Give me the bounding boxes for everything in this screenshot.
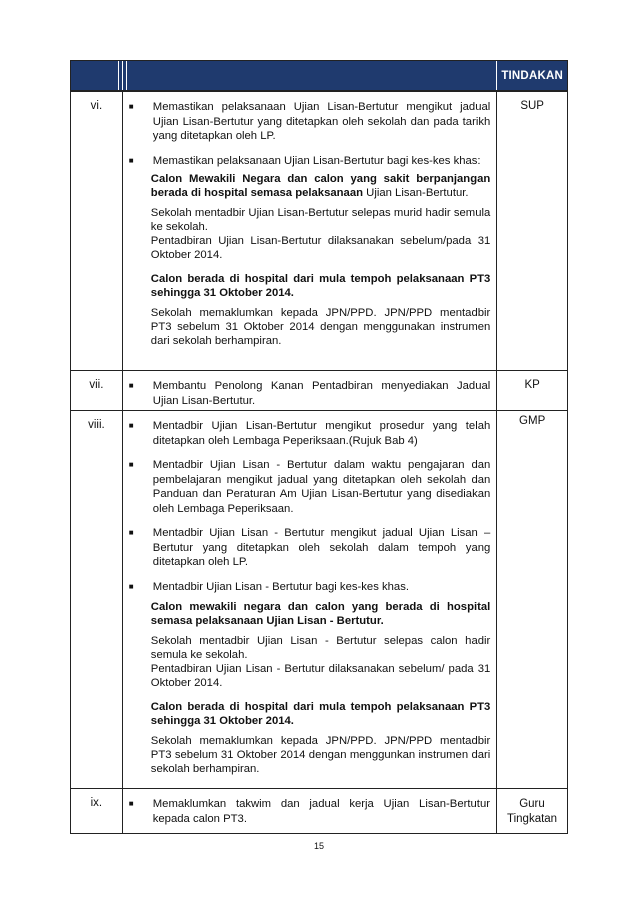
row-action: Guru Tingkatan xyxy=(507,798,558,825)
header-no-cell xyxy=(71,61,123,90)
list-item: ■ Mentadbir Ujian Lisan-Bertutur mengikut prosedur yang telah ditetapkan oleh Lembaga Peperiksaan.(Rujuk Bab 4) xyxy=(128,420,491,447)
list-item: ■ Mentadbir Ujian Lisan - Bertutur mengikut jadual Ujian Lisan – Bertutur yang ditetapkan oleh sekolah dalam tempoh yang ditetapkan oleh LP. xyxy=(128,527,491,568)
square-bullet-icon: ■ xyxy=(128,102,134,111)
special-case-text: Sekolah memaklumkan kepada JPN/PPD. JPN/PPD mentadbir PT3 sebelum 31 Oktober 2014 dengan menggunakan instrumen dari sekolah berhampiran. xyxy=(150,307,491,347)
special-case-heading: Calon Mewakili Negara dan calon yang sakit berpanjangan berada di hospital semasa pelaksanaan Ujian Lisan-Bertutur. xyxy=(150,173,491,199)
special-case-heading: Calon berada di hospital dari mula tempoh pelaksanaan PT3 sehingga 31 Oktober 2014. xyxy=(150,273,491,299)
row-number: vii. xyxy=(71,371,123,410)
row-activities xyxy=(123,92,498,370)
list-item: ■ Memastikan pelaksanaan Ujian Lisan-Bertutur mengikut jadual Ujian Lisan-Bertutur yang ditetapkan oleh sekolah dan pada tarikh yang ditetapkan oleh LP. xyxy=(128,101,491,142)
row-activities xyxy=(123,371,498,410)
square-bullet-icon: ■ xyxy=(128,528,134,537)
row-action: SUP xyxy=(520,100,544,112)
list-item: ■ Mentadbir Ujian Lisan - Bertutur bagi kes-kes khas. xyxy=(128,580,409,593)
table-row xyxy=(71,92,567,371)
square-bullet-icon: ■ xyxy=(128,581,134,591)
row-number: ix. xyxy=(71,789,123,833)
row-activities xyxy=(123,789,497,833)
special-case-text: Sekolah mentadbir Ujian Lisan - Bertutur selepas calon hadir semula ke sekolah. xyxy=(150,635,491,661)
list-item: ■ Memastikan pelaksanaan Ujian Lisan-Bertutur bagi kes-kes khas: xyxy=(128,154,481,167)
row-action: GMP xyxy=(519,415,546,427)
table-row xyxy=(71,371,567,411)
row-number: vi. xyxy=(71,92,123,370)
special-case-text: Pentadbiran Ujian Lisan - Bertutur dilaksanakan sebelum/ pada 31 Oktober 2014. xyxy=(150,663,491,689)
row-action: KP xyxy=(524,379,540,391)
list-item: ■ Membantu Penolong Kanan Pentadbiran menyediakan Jadual Ujian Lisan-Bertutur. xyxy=(128,380,491,407)
table-row xyxy=(71,789,567,833)
header-tindakan-cell: TINDAKAN xyxy=(497,61,567,90)
page-number: 15 xyxy=(313,841,324,851)
list-item: ■ Memaklumkan takwim dan jadual kerja Ujian Lisan-Bertutur kepada calon PT3. xyxy=(128,798,490,825)
special-case-heading: Calon mewakili negara dan calon yang berada di hospital semasa pelaksanaan Ujian Lisan - Bertutur. xyxy=(150,601,491,627)
table-row xyxy=(71,411,567,789)
table-header-row xyxy=(71,61,567,92)
square-bullet-icon: ■ xyxy=(128,460,134,469)
special-case-text: Sekolah memaklumkan kepada JPN/PPD. JPN/PPD mentadbir PT3 sebelum 31 Oktober 2014 dengan menggunkan instrumen dari sekolah berhampiran. xyxy=(150,735,491,775)
row-activities xyxy=(123,411,498,788)
square-bullet-icon: ■ xyxy=(128,799,134,808)
header-activity-cell xyxy=(123,61,497,90)
special-case-text: Pentadbiran Ujian Lisan-Bertutur dilaksanakan sebelum/pada 31 Oktober 2014. xyxy=(150,235,491,261)
row-number: viii. xyxy=(71,411,123,788)
square-bullet-icon: ■ xyxy=(128,421,134,430)
square-bullet-icon: ■ xyxy=(128,155,134,165)
responsibility-table xyxy=(70,60,568,834)
list-item: ■ Mentadbir Ujian Lisan - Bertutur dalam waktu pengajaran dan pembelajaran mengikut jadual yang ditetapkan oleh sekolah dan Panduan dan Peraturan Am Ujian Lisan-Bertutur yang disediakan oleh Lembaga Peperiksaan. xyxy=(128,459,491,515)
special-case-heading: Calon berada di hospital dari mula tempoh pelaksanaan PT3 sehingga 31 Oktober 2014. xyxy=(150,701,491,727)
special-case-text: Sekolah mentadbir Ujian Lisan-Bertutur selepas murid hadir semula ke sekolah. xyxy=(150,207,491,233)
square-bullet-icon: ■ xyxy=(128,381,134,390)
